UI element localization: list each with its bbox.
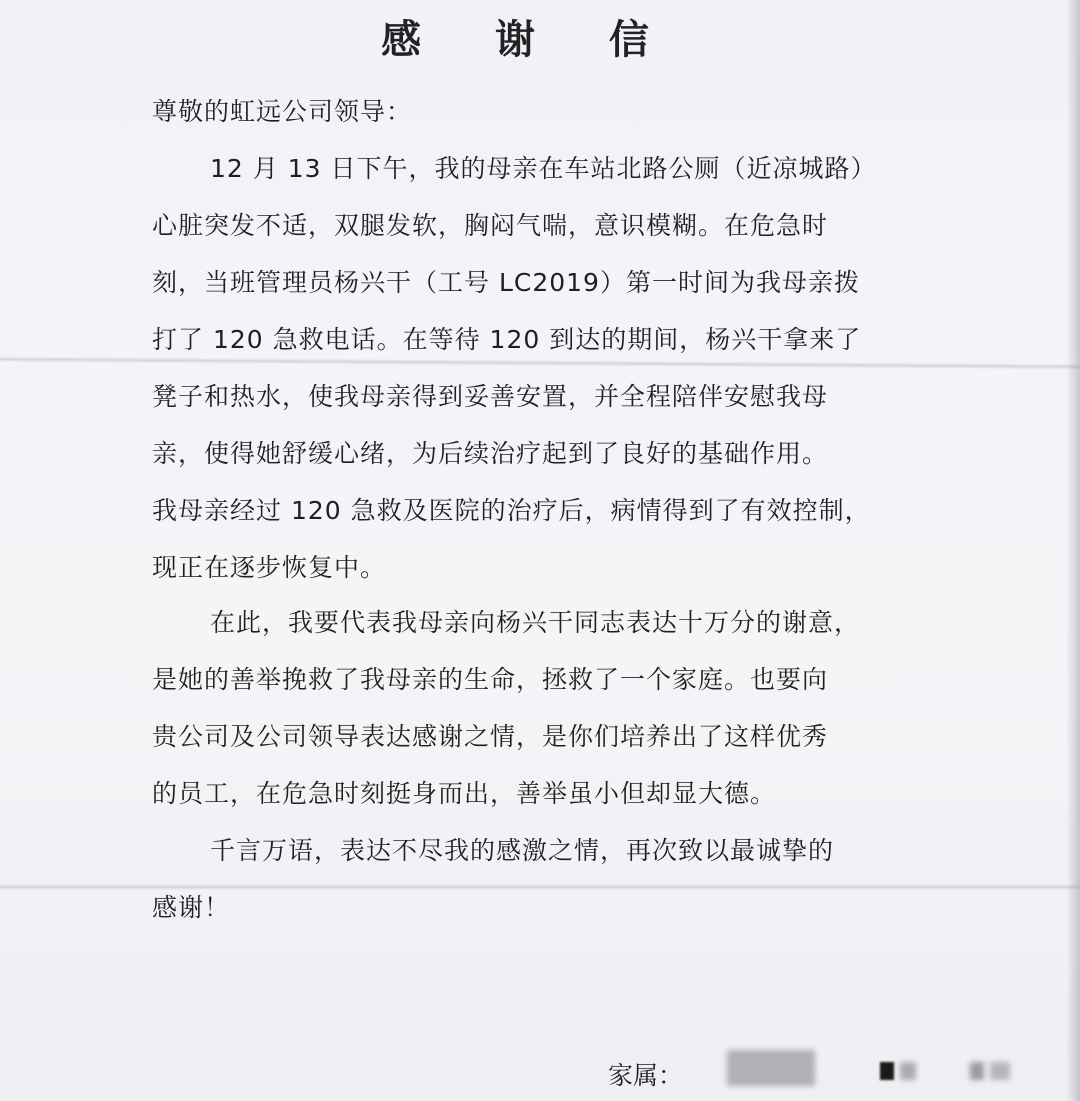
redacted-mark [900,1062,916,1080]
body-line: 凳子和热水，使我母亲得到妥善安置，并全程陪伴安慰我母 [152,382,829,411]
redacted-signature-name [727,1050,815,1086]
redacted-mark [990,1062,1010,1080]
body-line: 打了 120 急救电话。在等待 120 到达的期间，杨兴干拿来了 [152,325,862,354]
body-line: 是她的善举挽救了我母亲的生命，拯救了一个家庭。也要向 [152,665,829,694]
paper-fold-upper [0,356,1080,370]
body-line: 心脏突发不适，双腿发软，胸闷气喘，意识模糊。在危急时 [152,211,829,240]
body-line: 我母亲经过 120 急救及医院的治疗后，病情得到了有效控制， [152,496,871,525]
body-line: 贵公司及公司领导表达感谢之情，是你们培养出了这样优秀 [152,722,829,751]
body-line: 12 月 13 日下午，我的母亲在车站北路公厕（近凉城路） [210,154,877,183]
body-line: 刻，当班管理员杨兴干（工号 LC2019）第一时间为我母亲拨 [152,268,860,297]
body-line: 在此，我要代表我母亲向杨兴干同志表达十万分的谢意， [210,608,861,637]
redacted-mark [970,1062,984,1080]
body-line: 亲，使得她舒缓心绪，为后续治疗起到了良好的基础作用。 [152,439,829,468]
body-line: 千言万语，表达不尽我的感激之情，再次致以最诚挚的 [210,836,835,865]
body-line: 感谢！ [152,893,231,922]
redacted-mark [880,1062,894,1080]
signature-label: 家属： [608,1061,684,1090]
letter-title: 感 谢 信 [381,16,679,63]
body-line: 现正在逐步恢复中。 [152,553,387,582]
paper-edge-shadow [1066,0,1080,1101]
body-line: 的员工，在危急时刻挺身而出，善举虽小但却显大德。 [152,779,777,808]
salutation: 尊敬的虹远公司领导： [152,97,413,126]
